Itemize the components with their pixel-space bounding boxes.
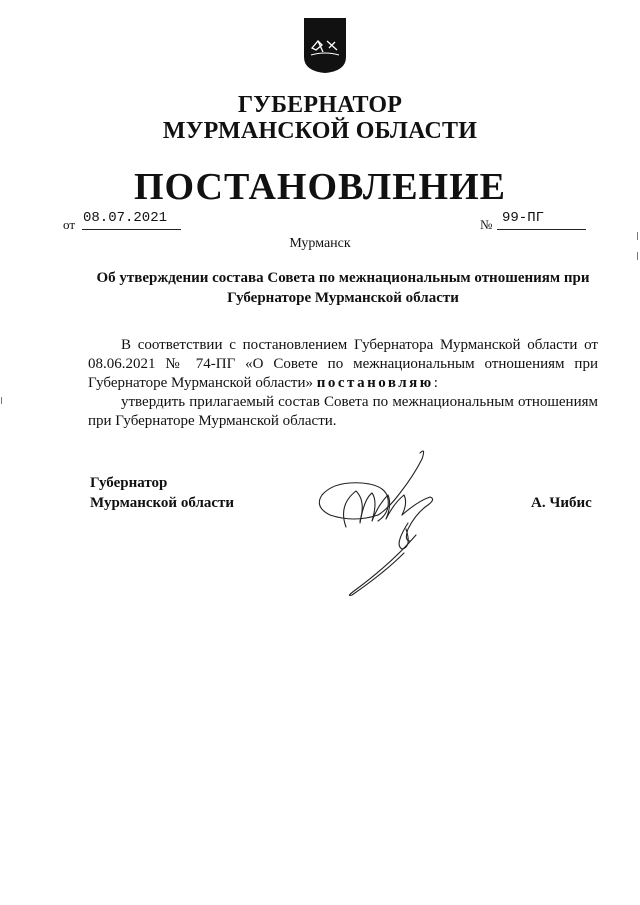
signatory-position: [90, 473, 234, 513]
decree-word: постановляю: [316, 375, 434, 391]
coat-of-arms-icon: [303, 17, 347, 74]
document-body: [88, 336, 598, 431]
margin-mark: [637, 232, 638, 240]
margin-mark: [637, 252, 638, 260]
document-subject: [88, 268, 598, 308]
document-city: Мурманск: [289, 236, 351, 251]
handwritten-signature-icon: [308, 445, 448, 605]
signatory-position-line1: Губернатор: [90, 475, 168, 491]
document-number: 99-ПГ: [497, 210, 586, 230]
body-paragraph-1-text: В соответствии с постановлением Губернатора Мурманской области от 08.06.2021 № 74-ПГ «О Совете по межнациональным отношениям при Губернаторе Мурманской области»: [88, 337, 598, 391]
body-paragraph-2: утвердить прилагаемый состав Совета по межнациональным отношениям при Губернаторе Мурманской области.: [88, 394, 598, 429]
document-type: ПОСТАНОВЛЕНИЕ: [133, 166, 507, 208]
header-title-line2: МУРМАНСКОЙ ОБЛАСТИ: [162, 118, 478, 144]
header-title-line1: ГУБЕРНАТОР: [237, 92, 403, 118]
document-date: 08.07.2021: [82, 210, 181, 230]
date-prefix: от: [63, 217, 76, 232]
signatory-position-line2: Мурманской области: [90, 495, 235, 511]
margin-mark: [1, 397, 2, 404]
decree-colon: :: [433, 375, 438, 391]
subject-line1: Об утверждении состава Совета по межнациональным отношениям при: [96, 270, 590, 286]
number-prefix: №: [480, 217, 493, 232]
signatory-name: А. Чибис: [531, 495, 592, 511]
body-paragraph-1: [88, 336, 598, 393]
subject-line2: Губернаторе Мурманской области: [227, 290, 459, 306]
